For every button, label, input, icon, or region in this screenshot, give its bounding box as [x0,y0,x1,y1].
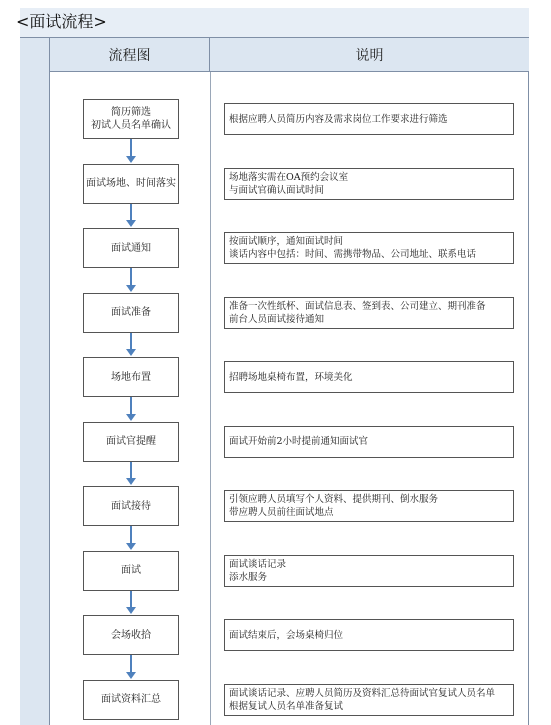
flow-arrow [130,397,132,415]
step-description: 根据应聘人员简历内容及需求岗位工作要求进行筛选 [224,103,514,135]
page-title: <面试流程> [16,12,107,31]
flow-step: 面试资料汇总 [83,680,179,720]
step-description: 招聘场地桌椅布置，环境美化 [224,361,514,393]
flow-step: 会场收拾 [83,615,179,655]
flow-step: 面试准备 [83,293,179,333]
flowchart-column-header: 流程图 [50,38,210,72]
flow-arrow [130,655,132,673]
flow-arrow [130,591,132,609]
flow-step: 面试场地、时间落实 [83,164,179,204]
flow-arrow [130,204,132,222]
flow-arrow [130,268,132,286]
step-description: 准备一次性纸杯、面试信息表、签到表、公司建立、期刊准备 前台人员面试接待通知 [224,297,514,329]
flow-arrow [130,139,132,157]
flow-arrow [130,526,132,544]
flow-arrow [130,462,132,480]
flow-step: 面试 [83,551,179,591]
flow-step: 面试接待 [83,486,179,526]
flow-step: 面试官提醒 [83,422,179,462]
step-description: 按面试顺序，通知面试时间 谈话内容中包括：时间、需携带物品、公司地址、联系电话 [224,232,514,264]
step-description: 面试结束后，会场桌椅归位 [224,619,514,651]
left-margin-strip [20,38,50,725]
flow-step: 简历筛选 初试人员名单确认 [83,99,179,139]
description-column-header: 说明 [210,38,529,72]
step-description: 场地落实需在OA预约会议室 与面试官确认面试时间 [224,168,514,200]
step-description: 面试开始前2小时提前通知面试官 [224,426,514,458]
flow-step: 场地布置 [83,357,179,397]
column-divider [210,72,211,725]
step-description: 面试谈话记录 添水服务 [224,555,514,587]
flow-step: 面试通知 [83,228,179,268]
flow-arrow [130,333,132,351]
step-description: 面试谈话记录、应聘人员简历及资料汇总待面试官复试人员名单 根据复试人员名单准备复试 [224,684,514,716]
step-description: 引领应聘人员填写个人资料、提供期刊、倒水服务 带应聘人员前往面试地点 [224,490,514,522]
